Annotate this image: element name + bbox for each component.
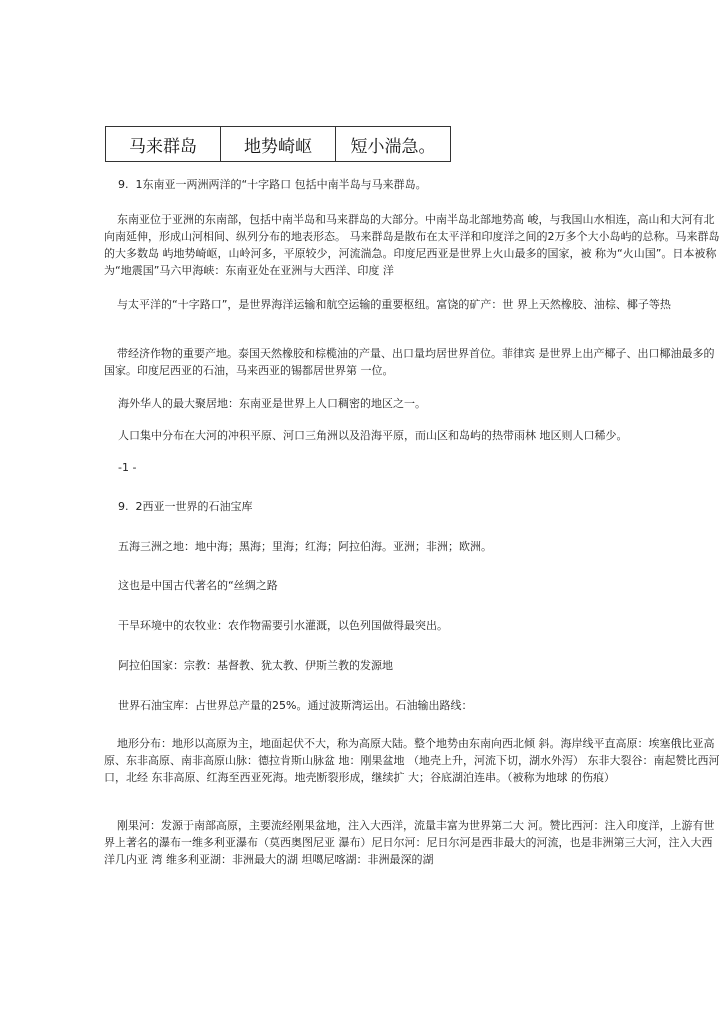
- table-row: [106, 127, 451, 162]
- summary-table: [105, 126, 451, 162]
- section-heading-west-asia: 9. 2西亚一世界的石油宝库: [118, 500, 253, 513]
- table-cell-malay-archipelago: 马来群岛: [106, 127, 221, 162]
- table-cell-rivers: 短小湍急。: [336, 127, 451, 162]
- paragraph-africa-terrain: 地形分布：地形以高原为主，地面起伏不大，称为高原大陆。整个地势由东南向西北倾 斜。海岸线平直高原：埃塞俄比亚高原、东非高原、南非高原山脉：德拉肯斯山脉盆 地：刚果盆地 （地壳上升，河流下切，湖水外泻） 东非大裂谷：南起赞比西河口，北经 东非高原、红海至西亚死海。地壳断裂形成，继续扩 大；谷底湖泊连串。（被称为地球 的伤痕）: [104, 737, 720, 784]
- section-heading-southeast-asia: 9. 1东南亚一两洲两洋的“十字路口 包括中南半岛与马来群岛。: [118, 178, 427, 191]
- paragraph-overseas-chinese: 海外华人的最大聚居地：东南亚是世界上人口稠密的地区之一。: [118, 397, 426, 410]
- paragraph-oil-treasury: 世界石油宝库：占世界总产量的25%。通过波斯湾运出。石油输出路线：: [118, 699, 473, 712]
- paragraph-tropical-crops: 带经济作物的重要产地。泰国天然橡胶和棕榄油的产量、出口量均居世界首位。菲律宾 是世界上出产椰子、出口椰油最多的国家。印度尼西亚的石油，马来西亚的锡都居世界第 一位。: [104, 347, 715, 377]
- table-cell-terrain: 地势崎岖: [221, 127, 336, 162]
- paragraph-population-distribution: 人口集中分布在大河的冲积平原、河口三角洲以及沿海平原，而山区和岛屿的热带雨林 地区则人口稀少。: [118, 429, 628, 442]
- paragraph-arab-religion: 阿拉伯国家：宗教：基督教、犹太教、伊斯兰教的发源地: [118, 659, 393, 672]
- paragraph-agriculture: 干旱环境中的农牧业：农作物需要引水灌溉，以色列国做得最突出。: [118, 619, 448, 632]
- paragraph-africa-rivers: 刚果河：发源于南部高原，主要流经刚果盆地，注入大西洋，流量丰富为世界第二大 河。赞比西河：注入印度洋，上游有世界上著名的瀑布一维多利亚瀑布（莫西奥图尼亚 瀑布）尼日尔河：尼日尔河是西非最大的河流，也是非洲第三大河，注入大西洋几内亚 湾 维多利亚湖：非洲最大的湖 坦噶尼喀湖：非洲最深的湖: [104, 819, 715, 866]
- paragraph-southeast-asia-location: 东南亚位于亚洲的东南部，包括中南半岛和马来群岛的大部分。中南半岛北部地势高 峻，与我国山水相连，高山和大河有北向南延伸，形成山河相间、纵列分布的地表形态。 马来群岛是散布在太平洋和印度洋之间的2万多个大小岛屿的总称。马来群岛的大多数岛 屿地势崎岖，山岭河多，平原较少，河流湍急。印度尼西亚是世界上火山最多的国家，被 称为“火山国”。日本被称为“地震国”马六甲海峡：东南亚处在亚洲与大西洋、印度 洋: [104, 213, 720, 277]
- page-number: -1 -: [118, 461, 137, 474]
- paragraph-five-seas-three-continents: 五海三洲之地：地中海；黑海；里海；红海；阿拉伯海。亚洲；非洲；欧洲。: [118, 540, 492, 553]
- paragraph-crossroads-minerals: 与太平洋的“十字路口”，是世界海洋运输和航空运输的重要枢纽。富饶的矿产：世 界上天然橡胶、油棕、椰子等热: [117, 298, 671, 311]
- paragraph-silk-road: 这也是中国古代著名的“丝绸之路: [118, 579, 278, 592]
